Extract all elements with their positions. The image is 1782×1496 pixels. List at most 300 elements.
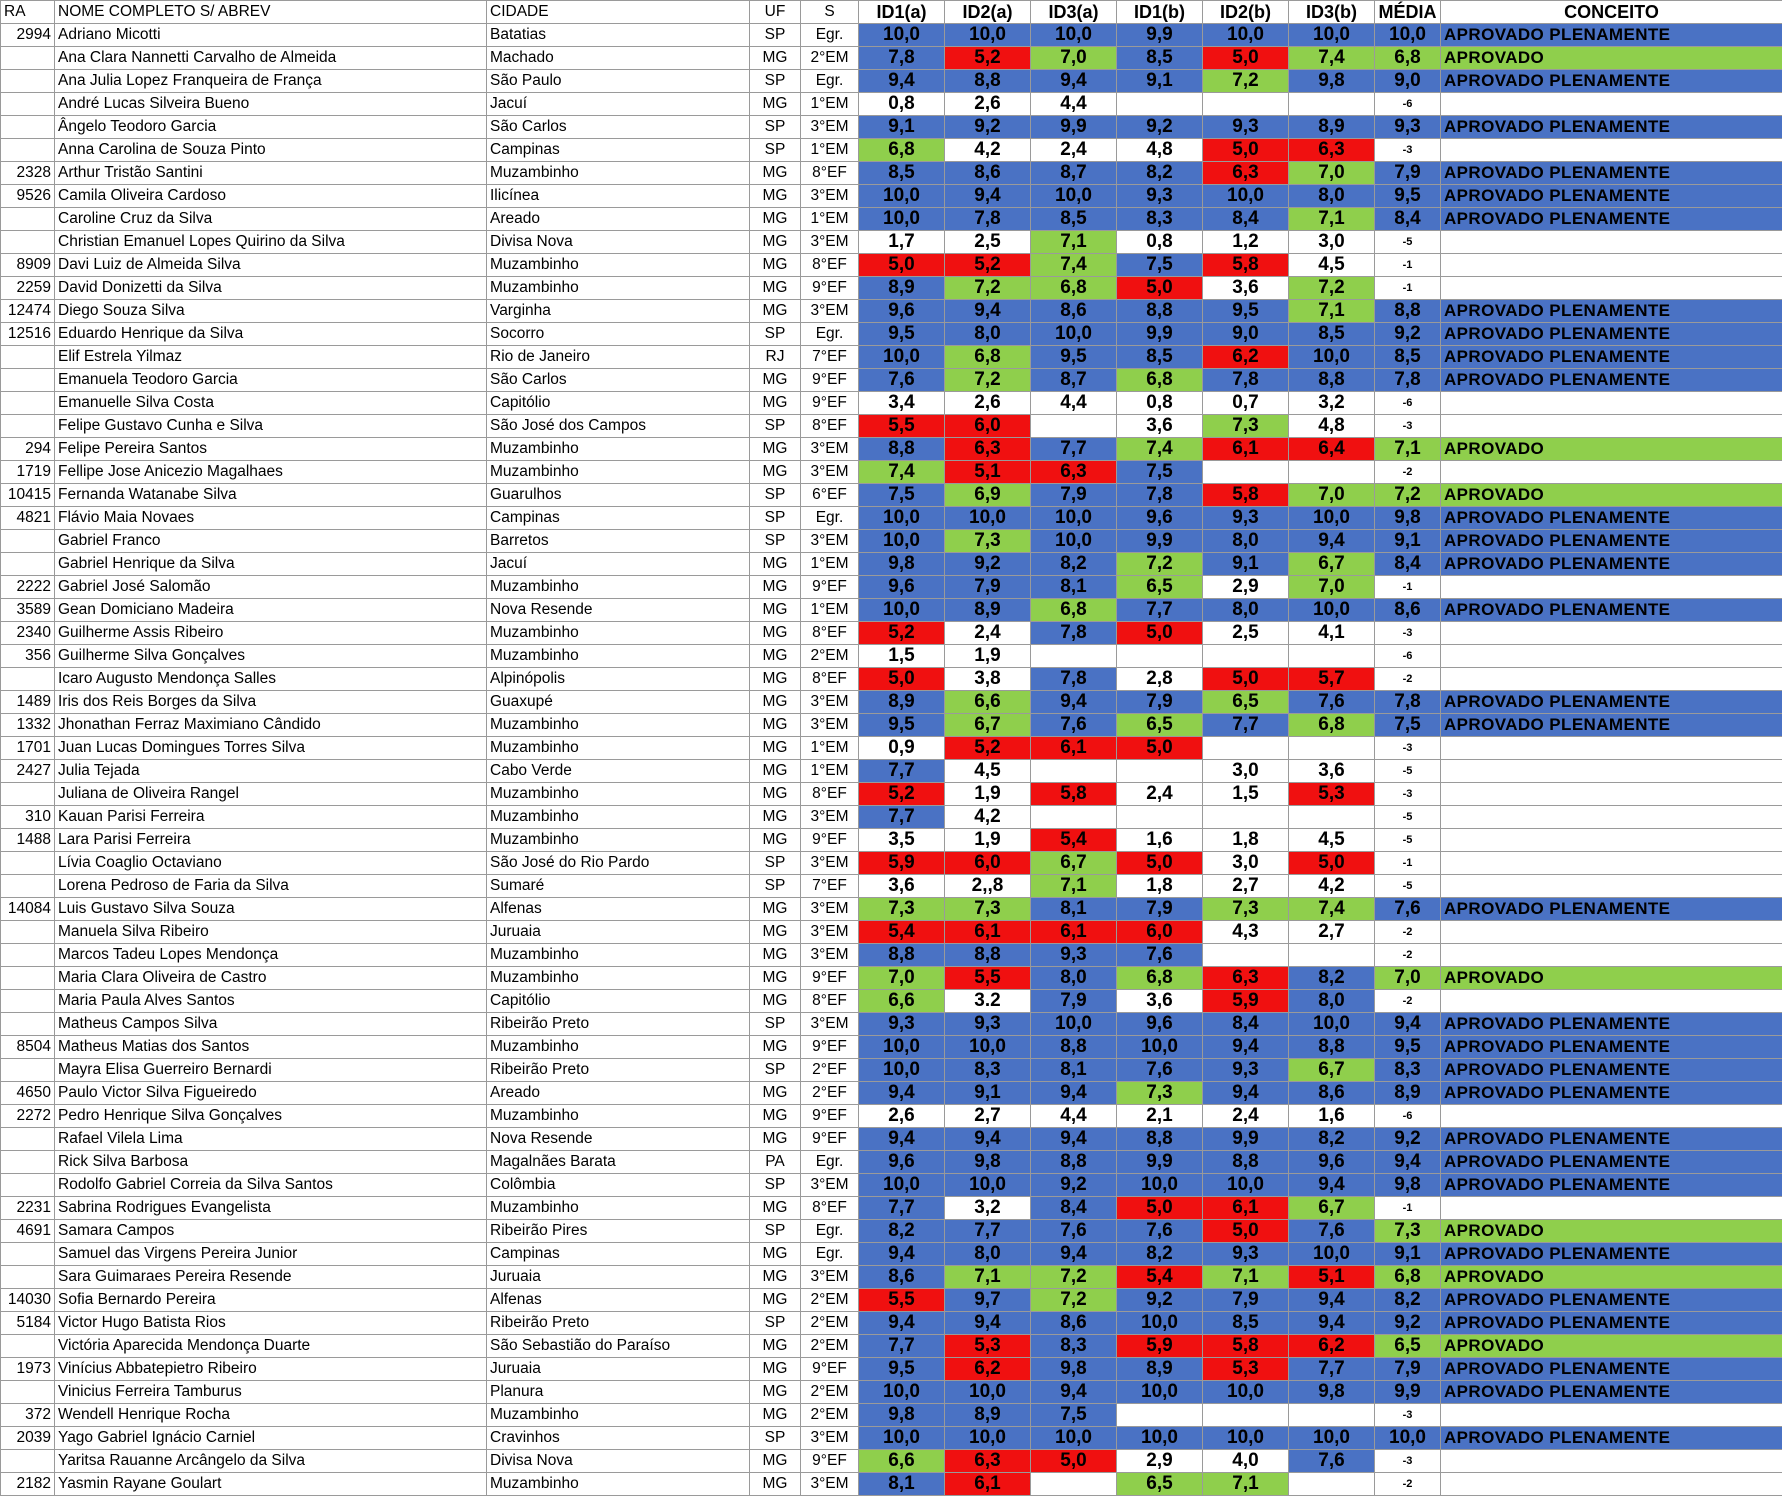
cell-city[interactable]: Muzambinho xyxy=(487,714,750,737)
cell-id1a[interactable]: 3,4 xyxy=(859,392,945,415)
cell-concept[interactable]: APROVADO PLENAMENTE xyxy=(1441,162,1782,185)
cell-id1a[interactable]: 1,7 xyxy=(859,231,945,254)
cell-series[interactable]: Egr. xyxy=(801,24,859,47)
cell-ra[interactable] xyxy=(1,668,55,691)
cell-average[interactable]: -3 xyxy=(1375,1404,1441,1427)
cell-id3b[interactable]: 7,4 xyxy=(1289,898,1375,921)
cell-id1b[interactable]: 7,4 xyxy=(1117,438,1203,461)
cell-concept[interactable]: APROVADO PLENAMENTE xyxy=(1441,116,1782,139)
cell-id1b[interactable]: 6,8 xyxy=(1117,369,1203,392)
cell-id2b[interactable]: 5,8 xyxy=(1203,254,1289,277)
cell-city[interactable]: Capitólio xyxy=(487,990,750,1013)
cell-id1b[interactable]: 7,3 xyxy=(1117,1082,1203,1105)
cell-average[interactable]: 9,8 xyxy=(1375,1174,1441,1197)
cell-id2b[interactable]: 5,3 xyxy=(1203,1358,1289,1381)
cell-series[interactable]: Egr. xyxy=(801,1151,859,1174)
cell-uf[interactable]: MG xyxy=(750,599,801,622)
cell-uf[interactable]: MG xyxy=(750,783,801,806)
cell-id1a[interactable]: 6,6 xyxy=(859,1450,945,1473)
cell-id1b[interactable]: 5,0 xyxy=(1117,622,1203,645)
cell-average[interactable]: 9,4 xyxy=(1375,1151,1441,1174)
cell-id2b[interactable]: 9,4 xyxy=(1203,1036,1289,1059)
cell-id2a[interactable]: 9,2 xyxy=(945,116,1031,139)
cell-series[interactable]: 8°EF xyxy=(801,990,859,1013)
cell-average[interactable]: -3 xyxy=(1375,737,1441,760)
cell-id3a[interactable]: 8,8 xyxy=(1031,1151,1117,1174)
cell-id2b[interactable]: 7,3 xyxy=(1203,415,1289,438)
cell-id3a[interactable]: 4,4 xyxy=(1031,93,1117,116)
cell-name[interactable]: Ângelo Teodoro Garcia xyxy=(55,116,487,139)
cell-average[interactable]: 9,9 xyxy=(1375,1381,1441,1404)
cell-id1b[interactable]: 7,6 xyxy=(1117,944,1203,967)
cell-average[interactable]: 10,0 xyxy=(1375,24,1441,47)
cell-uf[interactable]: SP xyxy=(750,1013,801,1036)
cell-id2a[interactable]: 10,0 xyxy=(945,24,1031,47)
cell-ra[interactable] xyxy=(1,921,55,944)
cell-id1b[interactable]: 6,0 xyxy=(1117,921,1203,944)
cell-id2b[interactable]: 2,4 xyxy=(1203,1105,1289,1128)
cell-ra[interactable]: 14084 xyxy=(1,898,55,921)
cell-id1b[interactable] xyxy=(1117,806,1203,829)
cell-id3b[interactable]: 5,0 xyxy=(1289,852,1375,875)
cell-id1a[interactable]: 8,8 xyxy=(859,438,945,461)
cell-name[interactable]: Yaritsa Rauanne Arcângelo da Silva xyxy=(55,1450,487,1473)
cell-uf[interactable]: MG xyxy=(750,185,801,208)
cell-id1a[interactable]: 8,9 xyxy=(859,691,945,714)
cell-id3a[interactable]: 8,8 xyxy=(1031,1036,1117,1059)
cell-ra[interactable] xyxy=(1,1335,55,1358)
cell-average[interactable]: 7,8 xyxy=(1375,691,1441,714)
cell-id2a[interactable]: 1,9 xyxy=(945,783,1031,806)
cell-name[interactable]: Eduardo Henrique da Silva xyxy=(55,323,487,346)
cell-ra[interactable] xyxy=(1,1013,55,1036)
cell-id1a[interactable]: 10,0 xyxy=(859,530,945,553)
cell-name[interactable]: David Donizetti da Silva xyxy=(55,277,487,300)
cell-concept[interactable] xyxy=(1441,461,1782,484)
cell-average[interactable]: -3 xyxy=(1375,783,1441,806)
cell-series[interactable]: 1°EM xyxy=(801,208,859,231)
cell-id2a[interactable]: 8,9 xyxy=(945,599,1031,622)
cell-id2b[interactable]: 9,3 xyxy=(1203,1243,1289,1266)
cell-id1b[interactable]: 7,9 xyxy=(1117,691,1203,714)
cell-id1a[interactable]: 9,5 xyxy=(859,714,945,737)
cell-id2a[interactable]: 9,4 xyxy=(945,185,1031,208)
cell-id1b[interactable]: 10,0 xyxy=(1117,1036,1203,1059)
cell-id3a[interactable]: 7,6 xyxy=(1031,714,1117,737)
cell-concept[interactable]: APROVADO PLENAMENTE xyxy=(1441,691,1782,714)
cell-id1b[interactable]: 6,5 xyxy=(1117,1473,1203,1496)
cell-ra[interactable] xyxy=(1,208,55,231)
cell-average[interactable]: 7,0 xyxy=(1375,967,1441,990)
cell-name[interactable]: Gabriel Franco xyxy=(55,530,487,553)
cell-id2a[interactable]: 7,2 xyxy=(945,277,1031,300)
cell-id1a[interactable]: 6,6 xyxy=(859,990,945,1013)
cell-uf[interactable]: MG xyxy=(750,1266,801,1289)
cell-city[interactable]: Muzambinho xyxy=(487,737,750,760)
cell-city[interactable]: Ribeirão Preto xyxy=(487,1059,750,1082)
cell-id2b[interactable]: 6,1 xyxy=(1203,438,1289,461)
cell-id3a[interactable] xyxy=(1031,806,1117,829)
header-uf[interactable]: UF xyxy=(750,1,801,24)
cell-average[interactable]: 9,5 xyxy=(1375,185,1441,208)
cell-concept[interactable]: APROVADO PLENAMENTE xyxy=(1441,553,1782,576)
cell-average[interactable]: -3 xyxy=(1375,622,1441,645)
cell-id2a[interactable]: 2,,8 xyxy=(945,875,1031,898)
cell-concept[interactable] xyxy=(1441,415,1782,438)
cell-ra[interactable] xyxy=(1,392,55,415)
cell-id2a[interactable]: 8,3 xyxy=(945,1059,1031,1082)
cell-id2a[interactable]: 10,0 xyxy=(945,1036,1031,1059)
cell-id2a[interactable]: 6,8 xyxy=(945,346,1031,369)
header-id2a[interactable]: ID2(a) xyxy=(945,1,1031,24)
cell-id2a[interactable]: 9,8 xyxy=(945,1151,1031,1174)
cell-average[interactable]: 9,1 xyxy=(1375,530,1441,553)
cell-ra[interactable] xyxy=(1,116,55,139)
cell-name[interactable]: Vinicius Ferreira Tamburus xyxy=(55,1381,487,1404)
cell-id2a[interactable]: 7,8 xyxy=(945,208,1031,231)
cell-id1a[interactable]: 8,1 xyxy=(859,1473,945,1496)
cell-id2b[interactable]: 2,5 xyxy=(1203,622,1289,645)
cell-id3b[interactable]: 7,0 xyxy=(1289,162,1375,185)
cell-ra[interactable]: 1489 xyxy=(1,691,55,714)
cell-id3a[interactable]: 8,3 xyxy=(1031,1335,1117,1358)
cell-series[interactable]: 9°EF xyxy=(801,1358,859,1381)
cell-name[interactable]: Maria Paula Alves Santos xyxy=(55,990,487,1013)
cell-uf[interactable]: MG xyxy=(750,1082,801,1105)
cell-city[interactable]: Jacuí xyxy=(487,553,750,576)
cell-name[interactable]: Rafael Vilela Lima xyxy=(55,1128,487,1151)
cell-average[interactable]: 9,0 xyxy=(1375,70,1441,93)
cell-id3a[interactable]: 2,4 xyxy=(1031,139,1117,162)
cell-series[interactable]: 3°EM xyxy=(801,944,859,967)
cell-uf[interactable]: MG xyxy=(750,829,801,852)
cell-series[interactable]: 9°EF xyxy=(801,369,859,392)
cell-id1a[interactable]: 10,0 xyxy=(859,346,945,369)
cell-uf[interactable]: MG xyxy=(750,1381,801,1404)
cell-id1a[interactable]: 1,5 xyxy=(859,645,945,668)
cell-uf[interactable]: MG xyxy=(750,645,801,668)
cell-id2a[interactable]: 7,3 xyxy=(945,898,1031,921)
cell-average[interactable]: 8,3 xyxy=(1375,1059,1441,1082)
cell-id2b[interactable]: 8,4 xyxy=(1203,1013,1289,1036)
cell-city[interactable]: Muzambinho xyxy=(487,645,750,668)
cell-city[interactable]: Sumaré xyxy=(487,875,750,898)
cell-id3b[interactable]: 6,7 xyxy=(1289,1059,1375,1082)
cell-average[interactable]: 9,4 xyxy=(1375,1013,1441,1036)
cell-name[interactable]: Juan Lucas Domingues Torres Silva xyxy=(55,737,487,760)
cell-id3a[interactable]: 7,7 xyxy=(1031,438,1117,461)
cell-id3a[interactable]: 9,4 xyxy=(1031,1128,1117,1151)
cell-city[interactable]: Varginha xyxy=(487,300,750,323)
cell-city[interactable]: Areado xyxy=(487,1082,750,1105)
cell-id2b[interactable]: 2,9 xyxy=(1203,576,1289,599)
cell-series[interactable]: 8°EF xyxy=(801,1197,859,1220)
cell-concept[interactable]: APROVADO PLENAMENTE xyxy=(1441,208,1782,231)
cell-id2a[interactable]: 10,0 xyxy=(945,1427,1031,1450)
cell-id1a[interactable]: 7,0 xyxy=(859,967,945,990)
cell-name[interactable]: Felipe Gustavo Cunha e Silva xyxy=(55,415,487,438)
cell-concept[interactable] xyxy=(1441,231,1782,254)
cell-id2b[interactable]: 7,1 xyxy=(1203,1266,1289,1289)
cell-city[interactable]: São Carlos xyxy=(487,369,750,392)
cell-series[interactable]: 3°EM xyxy=(801,438,859,461)
cell-average[interactable]: 10,0 xyxy=(1375,1427,1441,1450)
cell-name[interactable]: Anna Carolina de Souza Pinto xyxy=(55,139,487,162)
cell-uf[interactable]: MG xyxy=(750,1289,801,1312)
cell-id3b[interactable]: 6,3 xyxy=(1289,139,1375,162)
cell-city[interactable]: Jacuí xyxy=(487,93,750,116)
cell-ra[interactable]: 310 xyxy=(1,806,55,829)
cell-id3b[interactable]: 5,3 xyxy=(1289,783,1375,806)
cell-uf[interactable]: MG xyxy=(750,1450,801,1473)
cell-name[interactable]: Emanuelle Silva Costa xyxy=(55,392,487,415)
cell-id1a[interactable]: 10,0 xyxy=(859,1174,945,1197)
cell-id2b[interactable]: 8,5 xyxy=(1203,1312,1289,1335)
cell-ra[interactable]: 2231 xyxy=(1,1197,55,1220)
cell-average[interactable]: 7,3 xyxy=(1375,1220,1441,1243)
cell-id1b[interactable]: 5,0 xyxy=(1117,277,1203,300)
cell-id2b[interactable]: 6,5 xyxy=(1203,691,1289,714)
cell-id1b[interactable] xyxy=(1117,93,1203,116)
cell-id3b[interactable]: 4,5 xyxy=(1289,254,1375,277)
cell-concept[interactable]: APROVADO PLENAMENTE xyxy=(1441,323,1782,346)
cell-uf[interactable]: MG xyxy=(750,1105,801,1128)
cell-series[interactable]: 2°EM xyxy=(801,47,859,70)
cell-city[interactable]: Muzambinho xyxy=(487,162,750,185)
cell-id2b[interactable]: 9,0 xyxy=(1203,323,1289,346)
cell-id3a[interactable]: 10,0 xyxy=(1031,1427,1117,1450)
cell-id2a[interactable]: 5,5 xyxy=(945,967,1031,990)
cell-city[interactable]: Campinas xyxy=(487,507,750,530)
cell-id3b[interactable]: 8,2 xyxy=(1289,1128,1375,1151)
cell-id3b[interactable]: 10,0 xyxy=(1289,346,1375,369)
cell-uf[interactable]: MG xyxy=(750,967,801,990)
cell-series[interactable]: 3°EM xyxy=(801,1013,859,1036)
cell-name[interactable]: Luis Gustavo Silva Souza xyxy=(55,898,487,921)
cell-concept[interactable]: APROVADO xyxy=(1441,484,1782,507)
cell-average[interactable]: -1 xyxy=(1375,852,1441,875)
cell-series[interactable]: 2°EM xyxy=(801,1404,859,1427)
cell-uf[interactable]: MG xyxy=(750,231,801,254)
cell-id2b[interactable] xyxy=(1203,944,1289,967)
cell-id2b[interactable]: 5,0 xyxy=(1203,47,1289,70)
cell-id2a[interactable]: 10,0 xyxy=(945,507,1031,530)
cell-concept[interactable] xyxy=(1441,1473,1782,1496)
cell-uf[interactable]: MG xyxy=(750,898,801,921)
cell-uf[interactable]: MG xyxy=(750,622,801,645)
cell-id3b[interactable]: 7,1 xyxy=(1289,208,1375,231)
cell-id3b[interactable]: 7,0 xyxy=(1289,576,1375,599)
cell-id3b[interactable]: 10,0 xyxy=(1289,1243,1375,1266)
cell-series[interactable]: 3°EM xyxy=(801,1266,859,1289)
cell-uf[interactable]: SP xyxy=(750,507,801,530)
cell-name[interactable]: Guilherme Assis Ribeiro xyxy=(55,622,487,645)
cell-city[interactable]: São José do Rio Pardo xyxy=(487,852,750,875)
cell-city[interactable]: Muzambinho xyxy=(487,1197,750,1220)
cell-series[interactable]: Egr. xyxy=(801,1220,859,1243)
cell-city[interactable]: Muzambinho xyxy=(487,944,750,967)
cell-concept[interactable]: APROVADO PLENAMENTE xyxy=(1441,1174,1782,1197)
cell-ra[interactable]: 1701 xyxy=(1,737,55,760)
cell-id3a[interactable] xyxy=(1031,1473,1117,1496)
cell-id1b[interactable]: 6,5 xyxy=(1117,714,1203,737)
cell-id1a[interactable]: 5,5 xyxy=(859,415,945,438)
cell-id2a[interactable]: 8,8 xyxy=(945,70,1031,93)
cell-id1a[interactable]: 7,7 xyxy=(859,1197,945,1220)
cell-uf[interactable]: MG xyxy=(750,553,801,576)
cell-series[interactable]: 3°EM xyxy=(801,185,859,208)
cell-id1a[interactable]: 7,7 xyxy=(859,806,945,829)
cell-concept[interactable]: APROVADO PLENAMENTE xyxy=(1441,1059,1782,1082)
cell-concept[interactable]: APROVADO PLENAMENTE xyxy=(1441,1427,1782,1450)
cell-id2b[interactable]: 5,0 xyxy=(1203,139,1289,162)
cell-id3b[interactable]: 7,7 xyxy=(1289,1358,1375,1381)
cell-uf[interactable]: MG xyxy=(750,944,801,967)
cell-id2b[interactable]: 2,7 xyxy=(1203,875,1289,898)
cell-city[interactable]: Divisa Nova xyxy=(487,1450,750,1473)
cell-concept[interactable]: APROVADO xyxy=(1441,47,1782,70)
cell-average[interactable]: 6,8 xyxy=(1375,47,1441,70)
cell-id1b[interactable]: 9,6 xyxy=(1117,1013,1203,1036)
cell-average[interactable]: 7,5 xyxy=(1375,714,1441,737)
cell-name[interactable]: Rick Silva Barbosa xyxy=(55,1151,487,1174)
cell-id2a[interactable]: 1,9 xyxy=(945,645,1031,668)
cell-id3a[interactable]: 7,9 xyxy=(1031,484,1117,507)
cell-uf[interactable]: MG xyxy=(750,760,801,783)
cell-concept[interactable] xyxy=(1441,737,1782,760)
cell-ra[interactable]: 2259 xyxy=(1,277,55,300)
cell-city[interactable]: Alfenas xyxy=(487,898,750,921)
cell-id1b[interactable]: 9,1 xyxy=(1117,70,1203,93)
cell-ra[interactable]: 1332 xyxy=(1,714,55,737)
cell-average[interactable]: -5 xyxy=(1375,875,1441,898)
cell-uf[interactable]: SP xyxy=(750,875,801,898)
cell-ra[interactable] xyxy=(1,231,55,254)
cell-id1b[interactable] xyxy=(1117,1404,1203,1427)
cell-average[interactable]: -2 xyxy=(1375,461,1441,484)
cell-id3b[interactable]: 4,2 xyxy=(1289,875,1375,898)
cell-id2a[interactable]: 4,5 xyxy=(945,760,1031,783)
cell-ra[interactable]: 2328 xyxy=(1,162,55,185)
cell-id1b[interactable]: 9,9 xyxy=(1117,323,1203,346)
cell-series[interactable]: 3°EM xyxy=(801,714,859,737)
cell-id3a[interactable]: 4,4 xyxy=(1031,1105,1117,1128)
cell-id3b[interactable]: 2,7 xyxy=(1289,921,1375,944)
cell-id2b[interactable]: 5,9 xyxy=(1203,990,1289,1013)
cell-concept[interactable]: APROVADO PLENAMENTE xyxy=(1441,369,1782,392)
cell-concept[interactable]: APROVADO PLENAMENTE xyxy=(1441,185,1782,208)
cell-id1b[interactable]: 7,8 xyxy=(1117,484,1203,507)
cell-name[interactable]: Jhonathan Ferraz Maximiano Cândido xyxy=(55,714,487,737)
cell-id1a[interactable]: 9,8 xyxy=(859,1404,945,1427)
cell-concept[interactable]: APROVADO PLENAMENTE xyxy=(1441,1036,1782,1059)
cell-id3a[interactable]: 10,0 xyxy=(1031,1013,1117,1036)
cell-id2a[interactable]: 5,3 xyxy=(945,1335,1031,1358)
cell-id2a[interactable]: 8,8 xyxy=(945,944,1031,967)
cell-average[interactable]: -2 xyxy=(1375,1473,1441,1496)
cell-id1a[interactable]: 9,4 xyxy=(859,1243,945,1266)
cell-ra[interactable]: 2427 xyxy=(1,760,55,783)
cell-average[interactable]: 9,3 xyxy=(1375,116,1441,139)
header-id2b[interactable]: ID2(b) xyxy=(1203,1,1289,24)
cell-average[interactable]: -1 xyxy=(1375,254,1441,277)
cell-id3a[interactable]: 8,7 xyxy=(1031,162,1117,185)
cell-id2a[interactable]: 6,0 xyxy=(945,415,1031,438)
cell-id1b[interactable]: 8,2 xyxy=(1117,162,1203,185)
cell-id2b[interactable]: 10,0 xyxy=(1203,1174,1289,1197)
cell-name[interactable]: Samara Campos xyxy=(55,1220,487,1243)
cell-ra[interactable] xyxy=(1,70,55,93)
cell-id3b[interactable] xyxy=(1289,1473,1375,1496)
cell-series[interactable]: 2°EM xyxy=(801,645,859,668)
cell-uf[interactable]: MG xyxy=(750,714,801,737)
cell-id2b[interactable]: 10,0 xyxy=(1203,185,1289,208)
cell-concept[interactable] xyxy=(1441,875,1782,898)
cell-id2a[interactable]: 2,7 xyxy=(945,1105,1031,1128)
cell-id2b[interactable]: 6,2 xyxy=(1203,346,1289,369)
cell-id1b[interactable]: 5,4 xyxy=(1117,1266,1203,1289)
cell-uf[interactable]: MG xyxy=(750,1128,801,1151)
cell-id3b[interactable]: 4,1 xyxy=(1289,622,1375,645)
cell-series[interactable]: 9°EF xyxy=(801,392,859,415)
cell-ra[interactable]: 14030 xyxy=(1,1289,55,1312)
cell-uf[interactable]: SP xyxy=(750,139,801,162)
cell-city[interactable]: Batatias xyxy=(487,24,750,47)
cell-name[interactable]: André Lucas Silveira Bueno xyxy=(55,93,487,116)
cell-id3a[interactable]: 9,5 xyxy=(1031,346,1117,369)
cell-id2b[interactable]: 9,3 xyxy=(1203,1059,1289,1082)
cell-id3b[interactable]: 3,2 xyxy=(1289,392,1375,415)
cell-id1a[interactable]: 9,4 xyxy=(859,1128,945,1151)
cell-id3a[interactable]: 6,3 xyxy=(1031,461,1117,484)
cell-id3b[interactable]: 8,9 xyxy=(1289,116,1375,139)
cell-series[interactable]: 3°EM xyxy=(801,1174,859,1197)
cell-id2a[interactable]: 10,0 xyxy=(945,1174,1031,1197)
cell-id3a[interactable]: 9,4 xyxy=(1031,1243,1117,1266)
cell-id3a[interactable]: 4,4 xyxy=(1031,392,1117,415)
cell-id1a[interactable]: 6,8 xyxy=(859,139,945,162)
cell-ra[interactable] xyxy=(1,369,55,392)
cell-id3a[interactable]: 10,0 xyxy=(1031,323,1117,346)
cell-name[interactable]: Lívia Coaglio Octaviano xyxy=(55,852,487,875)
cell-ra[interactable]: 2272 xyxy=(1,1105,55,1128)
cell-id1b[interactable]: 8,8 xyxy=(1117,1128,1203,1151)
cell-id3b[interactable]: 9,8 xyxy=(1289,70,1375,93)
cell-uf[interactable]: MG xyxy=(750,254,801,277)
cell-id3b[interactable]: 9,4 xyxy=(1289,530,1375,553)
cell-ra[interactable] xyxy=(1,967,55,990)
cell-uf[interactable]: PA xyxy=(750,1151,801,1174)
cell-concept[interactable]: APROVADO PLENAMENTE xyxy=(1441,530,1782,553)
cell-uf[interactable]: SP xyxy=(750,1220,801,1243)
cell-average[interactable]: -3 xyxy=(1375,139,1441,162)
cell-id1a[interactable]: 9,4 xyxy=(859,1082,945,1105)
cell-id2b[interactable]: 7,2 xyxy=(1203,70,1289,93)
cell-ra[interactable]: 9526 xyxy=(1,185,55,208)
cell-average[interactable]: 7,6 xyxy=(1375,898,1441,921)
cell-id3a[interactable] xyxy=(1031,415,1117,438)
cell-ra[interactable]: 2182 xyxy=(1,1473,55,1496)
cell-id2a[interactable]: 1,9 xyxy=(945,829,1031,852)
cell-id1b[interactable]: 9,2 xyxy=(1117,116,1203,139)
cell-id3b[interactable]: 7,2 xyxy=(1289,277,1375,300)
cell-id1a[interactable]: 8,2 xyxy=(859,1220,945,1243)
cell-id2b[interactable] xyxy=(1203,645,1289,668)
cell-id3b[interactable]: 10,0 xyxy=(1289,24,1375,47)
cell-id3a[interactable]: 8,1 xyxy=(1031,576,1117,599)
cell-uf[interactable]: SP xyxy=(750,1174,801,1197)
cell-id3b[interactable]: 8,5 xyxy=(1289,323,1375,346)
